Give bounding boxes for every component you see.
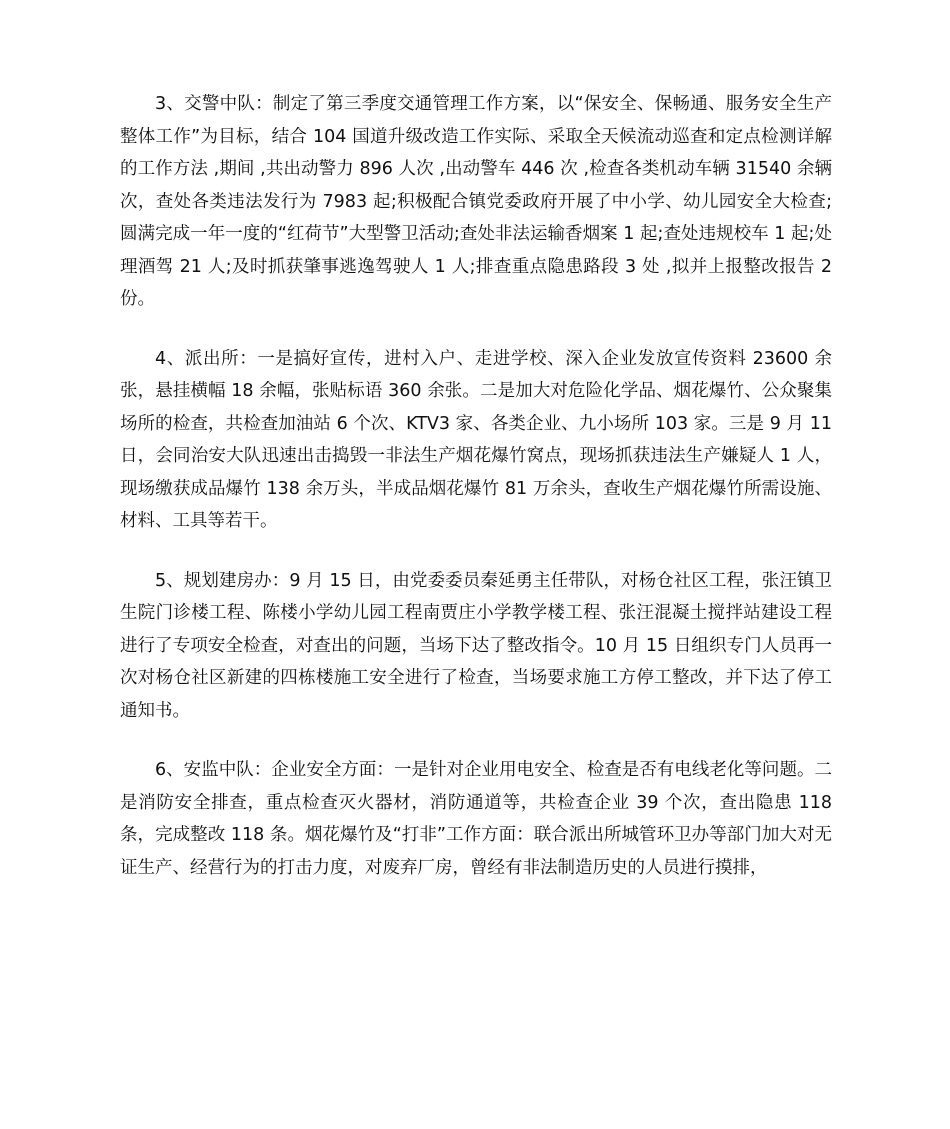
paragraph-police-station: 4、派出所：一是搞好宣传，进村入户、走进学校、深入企业发放宣传资料 23600 余张，悬挂横幅 18 余幅，张贴标语 360 余张。二是加大对危险化学品、烟花爆竹、公众聚集场所的检查，共检查加油站 6 个次、KTV3 家、各类企业、九小场所 103 家。三是 9 月 11 日，会同治安大队迅速出击捣毁一非法生产烟花爆竹窝点，现场抓获违法生产嫌疑人 1 人，现场缴获成品爆竹 138 余万头，半成品烟花爆竹 81 万余头，查收生产烟花爆竹所需设施、材料、工具等若干。: [120, 348, 832, 531]
paragraph-planning-office: 5、规划建房办：9 月 15 日，由党委委员秦延勇主任带队，对杨仓社区工程，张汪镇卫生院门诊楼工程、陈楼小学幼儿园工程南贾庄小学教学楼工程、张汪混凝土搅拌站建设工程进行了专项安全检查，对查出的问题，当场下达了整改指令。10 月 15 日组织专门人员再一次对杨仓社区新建的四栋楼施工安全进行了检查，当场要求施工方停工整改，并下达了停工通知书。: [120, 570, 832, 721]
paragraph-traffic-police: 3、交警中队：制定了第三季度交通管理工作方案，以“保安全、保畅通、服务安全生产整体工作”为目标，结合 104 国道升级改造工作实际、采取全天候流动巡查和定点检测详解的工作方法 ,期间 ,共出动警力 896 人次 ,出动警车 446 次 ,检查各类机动车辆 31540 余辆次，查处各类违法发行为 7983 起;积极配合镇党委政府开展了中小学、幼儿园安全大检查;圆满完成一年一度的“红荷节”大型警卫活动;查处非法运输香烟案 1 起;查处违规校车 1 起;处理酒驾 21 人;及时抓获肇事逃逸驾驶人 1 人;排查重点隐患路段 3 处 ,拟并上报整改报告 2 份。: [120, 94, 832, 309]
paragraph-safety-supervision: 6、安监中队：企业安全方面：一是针对企业用电安全、检查是否有电线老化等问题。二是消防安全排查，重点检查灭火器材，消防通道等，共检查企业 39 个次，查出隐患 118 条，完成整改 118 条。烟花爆竹及“打非”工作方面：联合派出所城管环卫办等部门加大对无证生产、经营行为的打击力度，对废弃厂房，曾经有非法制造历史的人员进行摸排，: [120, 760, 832, 878]
document-body: [120, 88, 832, 884]
